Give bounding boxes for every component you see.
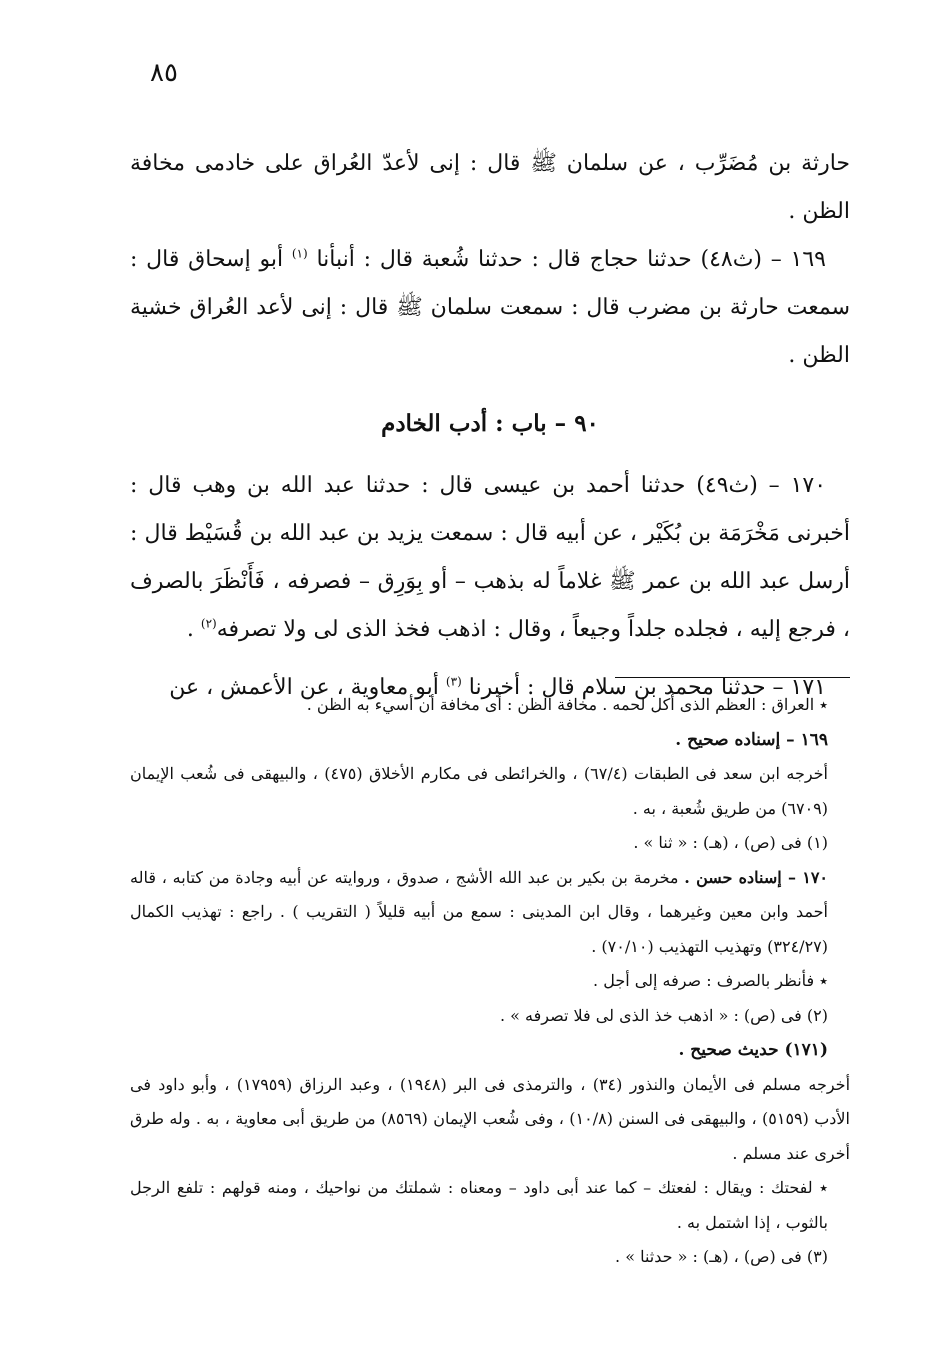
footnote-heading-170: ١٧٠ – إسناده حسن .	[684, 867, 828, 887]
footnote-line: ٭ لفحتك : ويقال : لفعتك – كما عند أبى داود – ومعناه : شملتك من نواحيك ، ومنه قولهم : تلفع الرجل بالثوب ، إذا اشتمل به .	[130, 1178, 829, 1232]
page-number: ٨٥	[150, 58, 178, 88]
hadith-169-text-a: ١٦٩ – (ث٤٨) حدثنا حجاج قال : حدثنا شُعبة قال : أنبأنا	[316, 247, 826, 272]
footnote-line: ٭ فأنظر بالصرف : صرفه إلى أجل .	[593, 971, 828, 990]
footnote-separator	[615, 677, 850, 678]
footnote-line: ٭ العراق : العظم الذى أكل لحمه . مخافة الظن : أى مخافة أن أسيء به الظن .	[306, 695, 828, 714]
footnote-ref-1: (١)	[291, 246, 308, 261]
paragraph-hadith-169	[130, 236, 850, 380]
footnotes	[130, 688, 850, 1275]
footnote-line: (٢) فى (ص) : « اذهب خذ الذى لى فلا تصرفه » .	[499, 1005, 828, 1025]
chapter-title: ٩٠ – باب : أدب الخادم	[381, 410, 599, 437]
paragraph-hadith-170	[130, 462, 850, 654]
hadith-170-text-b: .	[186, 617, 201, 642]
paragraph-1: حارثة بن مُضَرِّب ، عن سلمان ﷺ قال : إنى لأعدّ العُراق على خادمى مخافة الظن .	[130, 151, 850, 224]
hadith-169-text-b: أبو إسحاق قال : سمعت حارثة بن مضرب قال : سمعت سلمان ﷺ قال : إنى لأعد العُراق خشية الظن .	[130, 247, 850, 368]
hadith-170-text-a: ١٧٠ – (ث٤٩) حدثنا أحمد بن عيسى قال : حدثنا عبد الله بن وهب قال : أخبرنى مَخْرَمَة بن بُكَيْر ، عن أبيه قال : سمعت يزيد بن عبد الله بن قُسَيْط قال : أرسل عبد الله بن عمر ﷺ غلاماً له بذهب – أو بِوَرِق – فصرفه ، فَأَنْظَرَ بالصرف ، فرجع إليه ، فجلده جلداً وجيعاً ، وقال : اذهب فخذ الذى لى ولا تصرفه	[130, 473, 850, 642]
footnote-line: (٣) فى (ص) ، (هـ) : « حدثنا » .	[615, 1247, 828, 1266]
footnote-line: أخرجه ابن سعد فى الطبقات (٦٧/٤) ، والخرائطى فى مكارم الأخلاق (٤٧٥) ، والبيهقى فى شُعب الإيمان (٦٧٠٩) من طريق شُعبة ، به .	[130, 764, 829, 818]
hadith-171-text-b: أبو معاوية ، عن الأعمش ، عن	[169, 675, 439, 700]
footnote-text: مخرمة بن بكير بن عبد الله الأشج ، صدوق ، وروايته عن أبيه وجادة من كتابه ، قاله أحمد وابن معين وغيرهما ، وقال ابن المدينى : سمع من أبيه قليلاً ( التقريب ) . راجع : تهذيب الكمال (٣٢٤/٢٧) وتهذيب التهذيب (٧٠/١٠) .	[130, 867, 828, 956]
footnote-line: (١) فى (ص) ، (هـ) : « ثنا » .	[633, 833, 828, 852]
footnote-line: أخرجه مسلم فى الأيمان والنذور (٣٤) ، والترمذى فى البر (١٩٤٨) ، وعبد الرزاق (١٧٩٥٩) ، وأبو داود فى الأدب (٥١٥٩) ، والبيهقى فى السنن (١٠/٨) ، وفى شُعب الإيمان (٨٥٦٩) من طريق أبى معاوية ، به . وله طرق أخرى عند مسلم .	[130, 1074, 851, 1163]
hadith-171-text-a: ١٧١ – حدثنا محمد بن سلام قال : أخبرنا	[468, 675, 826, 700]
footnote-ref-3: (٣)	[445, 674, 462, 689]
footnote-line	[130, 861, 850, 965]
footnote-heading-171: (١٧١) حديث صحيح .	[678, 1040, 828, 1060]
main-text	[130, 140, 850, 712]
footnote-ref-2: (٢)	[200, 616, 217, 631]
footnote-heading-169: ١٦٩ – إسناده صحيح .	[675, 729, 828, 750]
